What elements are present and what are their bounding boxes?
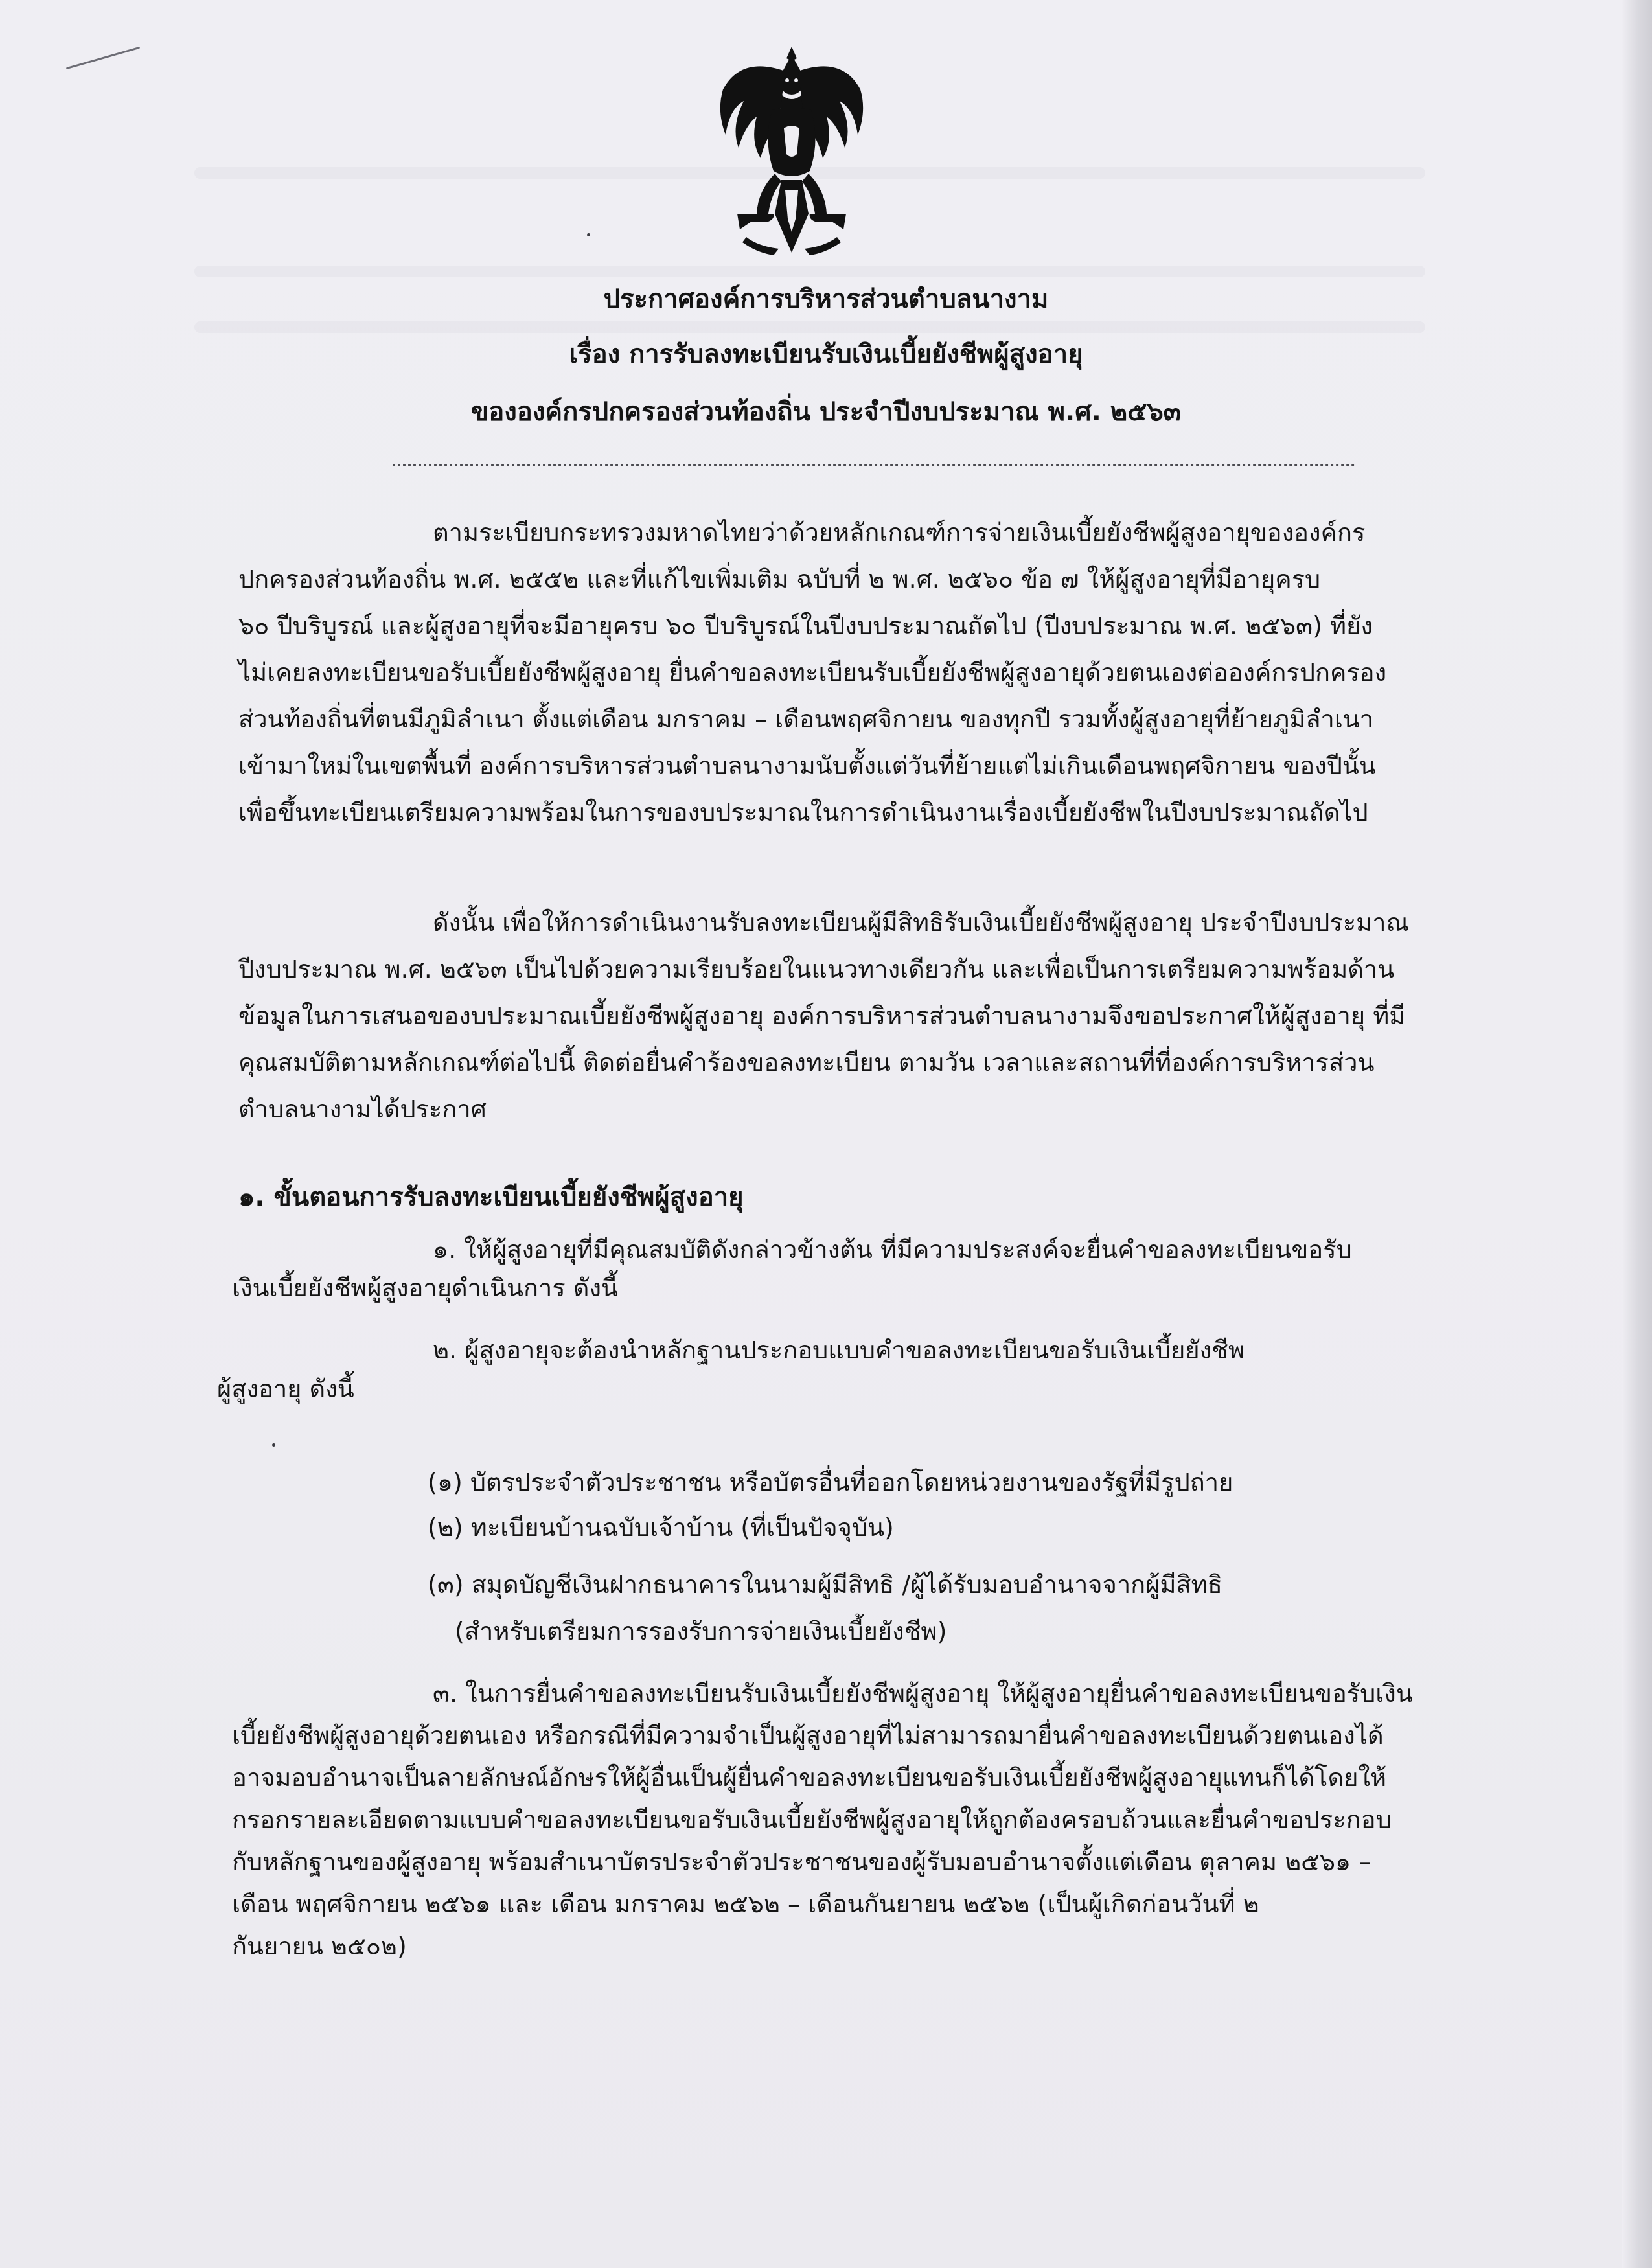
bleed-through-shadow — [194, 321, 1425, 333]
item-3-line: ๓. ในการยื่นคำขอลงทะเบียนรับเงินเบี้ยยังชีพผู้สูงอายุ ให้ผู้สูงอายุยื่นคำขอลงทะเบียนขอรับเงิน — [433, 1679, 1413, 1708]
item-2-line: ๒. ผู้สูงอายุจะต้องนำหลักฐานประกอบแบบคำขอลงทะเบียนขอรับเงินเบี้ยยังชีพ — [433, 1336, 1245, 1364]
para2-line: ดังนั้น เพื่อให้การดำเนินงานรับลงทะเบียนผู้มีสิทธิรับเงินเบี้ยยังชีพผู้สูงอายุ ประจำปีงบประมาณ — [433, 908, 1409, 937]
item-3-line: อาจมอบอำนาจเป็นลายลักษณ์อักษรให้ผู้อื่นเป็นผู้ยื่นคำขอลงทะเบียนขอรับเงินเบี้ยยังชีพผู้สูงอายุแทนก็ได้โดยให้ — [232, 1763, 1387, 1792]
title-line-3: ขององค์กรปกครองส่วนท้องถิ่น ประจำปีงบประมาณ พ.ศ. ๒๕๖๓ — [470, 397, 1182, 427]
doc-list-item: (๓) สมุดบัญชีเงินฝากธนาคารในนามผู้มีสิทธิ /ผู้ได้รับมอบอำนาจจากผู้มีสิทธิ — [428, 1570, 1222, 1599]
item-2-line: ผู้สูงอายุ ดังนี้ — [217, 1375, 354, 1403]
garuda-emblem-icon — [711, 44, 872, 257]
dotted-separator — [393, 464, 1355, 466]
doc-list-item: (๒) ทะเบียนบ้านฉบับเจ้าบ้าน (ที่เป็นปัจจุบัน) — [428, 1513, 894, 1542]
item-3-line: กับหลักฐานของผู้สูงอายุ พร้อมสำเนาบัตรประจำตัวประชาชนของผู้รับมอบอำนาจตั้งแต่เดือน ตุลาคม ๒๕๖๑ – — [232, 1848, 1371, 1876]
para2-line: ปีงบประมาณ พ.ศ. ๒๕๖๓ เป็นไปด้วยความเรียบร้อยในแนวทางเดียวกัน และเพื่อเป็นการเตรียมความพร้อมด้าน — [238, 955, 1395, 983]
title-line-2: เรื่อง การรับลงทะเบียนรับเงินเบี้ยยังชีพผู้สูงอายุ — [569, 339, 1083, 369]
item-3-line: กันยายน ๒๕๐๒) — [232, 1932, 407, 1960]
scan-speck — [272, 1443, 275, 1447]
para1-line: ส่วนท้องถิ่นที่ตนมีภูมิลำเนา ตั้งแต่เดือน มกราคม – เดือนพฤศจิกายน ของทุกปี รวมทั้งผู้สูงอายุที่ย้ายภูมิลำเนา — [238, 705, 1374, 733]
para1-line: ตามระเบียบกระทรวงมหาดไทยว่าด้วยหลักเกณฑ์การจ่ายเงินเบี้ยยังชีพผู้สูงอายุขององค์กร — [433, 518, 1366, 547]
scan-speck — [587, 233, 590, 236]
doc-list-item: (สำหรับเตรียมการรองรับการจ่ายเงินเบี้ยยังชีพ) — [455, 1617, 947, 1645]
para2-line: ตำบลนางามได้ประกาศ — [238, 1095, 487, 1123]
item-1-line: ๑. ให้ผู้สูงอายุที่มีคุณสมบัติดังกล่าวข้างต้น ที่มีความประสงค์จะยื่นคำขอลงทะเบียนขอรับ — [433, 1235, 1352, 1264]
para1-line: ๖๐ ปีบริบูรณ์ และผู้สูงอายุที่จะมีอายุครบ ๖๐ ปีบริบูรณ์ในปีงบประมาณถัดไป (ปีงบประมาณ พ.ศ. ๒๕๖๓) ที่ยัง — [238, 612, 1373, 640]
para2-line: คุณสมบัติตามหลักเกณฑ์ต่อไปนี้ ติดต่อยื่นคำร้องขอลงทะเบียน ตามวัน เวลาและสถานที่ที่องค์การบริหารส่วน — [238, 1048, 1375, 1077]
item-3-line: กรอกรายละเอียดตามแบบคำขอลงทะเบียนขอรับเงินเบี้ยยังชีพผู้สูงอายุให้ถูกต้องครอบถ้วนและยื่นคำขอประกอบ — [232, 1805, 1392, 1834]
para1-line: เพื่อขึ้นทะเบียนเตรียมความพร้อมในการของบประมาณในการดำเนินงานเรื่องเบี้ยยังชีพในปีงบประมาณถัดไป — [238, 798, 1368, 827]
para1-line: เข้ามาใหม่ในเขตพื้นที่ องค์การบริหารส่วนตำบลนางามนับตั้งแต่วันที่ย้ายแต่ไม่เกินเดือนพฤศจิกายน ของปีนั้น — [238, 751, 1376, 780]
para2-line: ข้อมูลในการเสนอของบประมาณเบี้ยยังชีพผู้สูงอายุ องค์การบริหารส่วนตำบลนางามจึงขอประกาศให้ผู้สูงอายุ ที่มี — [238, 1002, 1406, 1030]
item-1-line: เงินเบี้ยยังชีพผู้สูงอายุดำเนินการ ดังนี้ — [232, 1274, 618, 1302]
section-1-heading: ๑. ขั้นตอนการรับลงทะเบียนเบี้ยยังชีพผู้สูงอายุ — [238, 1182, 744, 1212]
para1-line: ปกครองส่วนท้องถิ่น พ.ศ. ๒๕๕๒ และที่แก้ไขเพิ่มเติม ฉบับที่ ๒ พ.ศ. ๒๕๖๐ ข้อ ๗ ให้ผู้สูงอายุที่มีอายุครบ — [238, 565, 1321, 593]
para1-line: ไม่เคยลงทะเบียนขอรับเบี้ยยังชีพผู้สูงอายุ ยื่นคำขอลงทะเบียนรับเบี้ยยังชีพผู้สูงอายุด้วยตนเองต่อองค์กรปกครอง — [238, 658, 1387, 687]
doc-list-item: (๑) บัตรประจำตัวประชาชน หรือบัตรอื่นที่ออกโดยหน่วยงานของรัฐที่มีรูปถ่าย — [428, 1468, 1233, 1496]
title-line-1: ประกาศองค์การบริหารส่วนตำบลนางาม — [603, 284, 1049, 314]
pen-stroke-mark — [66, 47, 140, 69]
bleed-through-shadow — [194, 266, 1425, 277]
item-3-line: เบี้ยยังชีพผู้สูงอายุด้วยตนเอง หรือกรณีที่มีความจำเป็นผู้สูงอายุที่ไม่สามารถมายื่นคำขอลงทะเบียนด้วยตนเองได้ — [232, 1721, 1384, 1750]
item-3-line: เดือน พฤศจิกายน ๒๕๖๑ และ เดือน มกราคม ๒๕๖๒ – เดือนกันยายน ๒๕๖๒ (เป็นผู้เกิดก่อนวันที่ ๒ — [232, 1890, 1259, 1918]
